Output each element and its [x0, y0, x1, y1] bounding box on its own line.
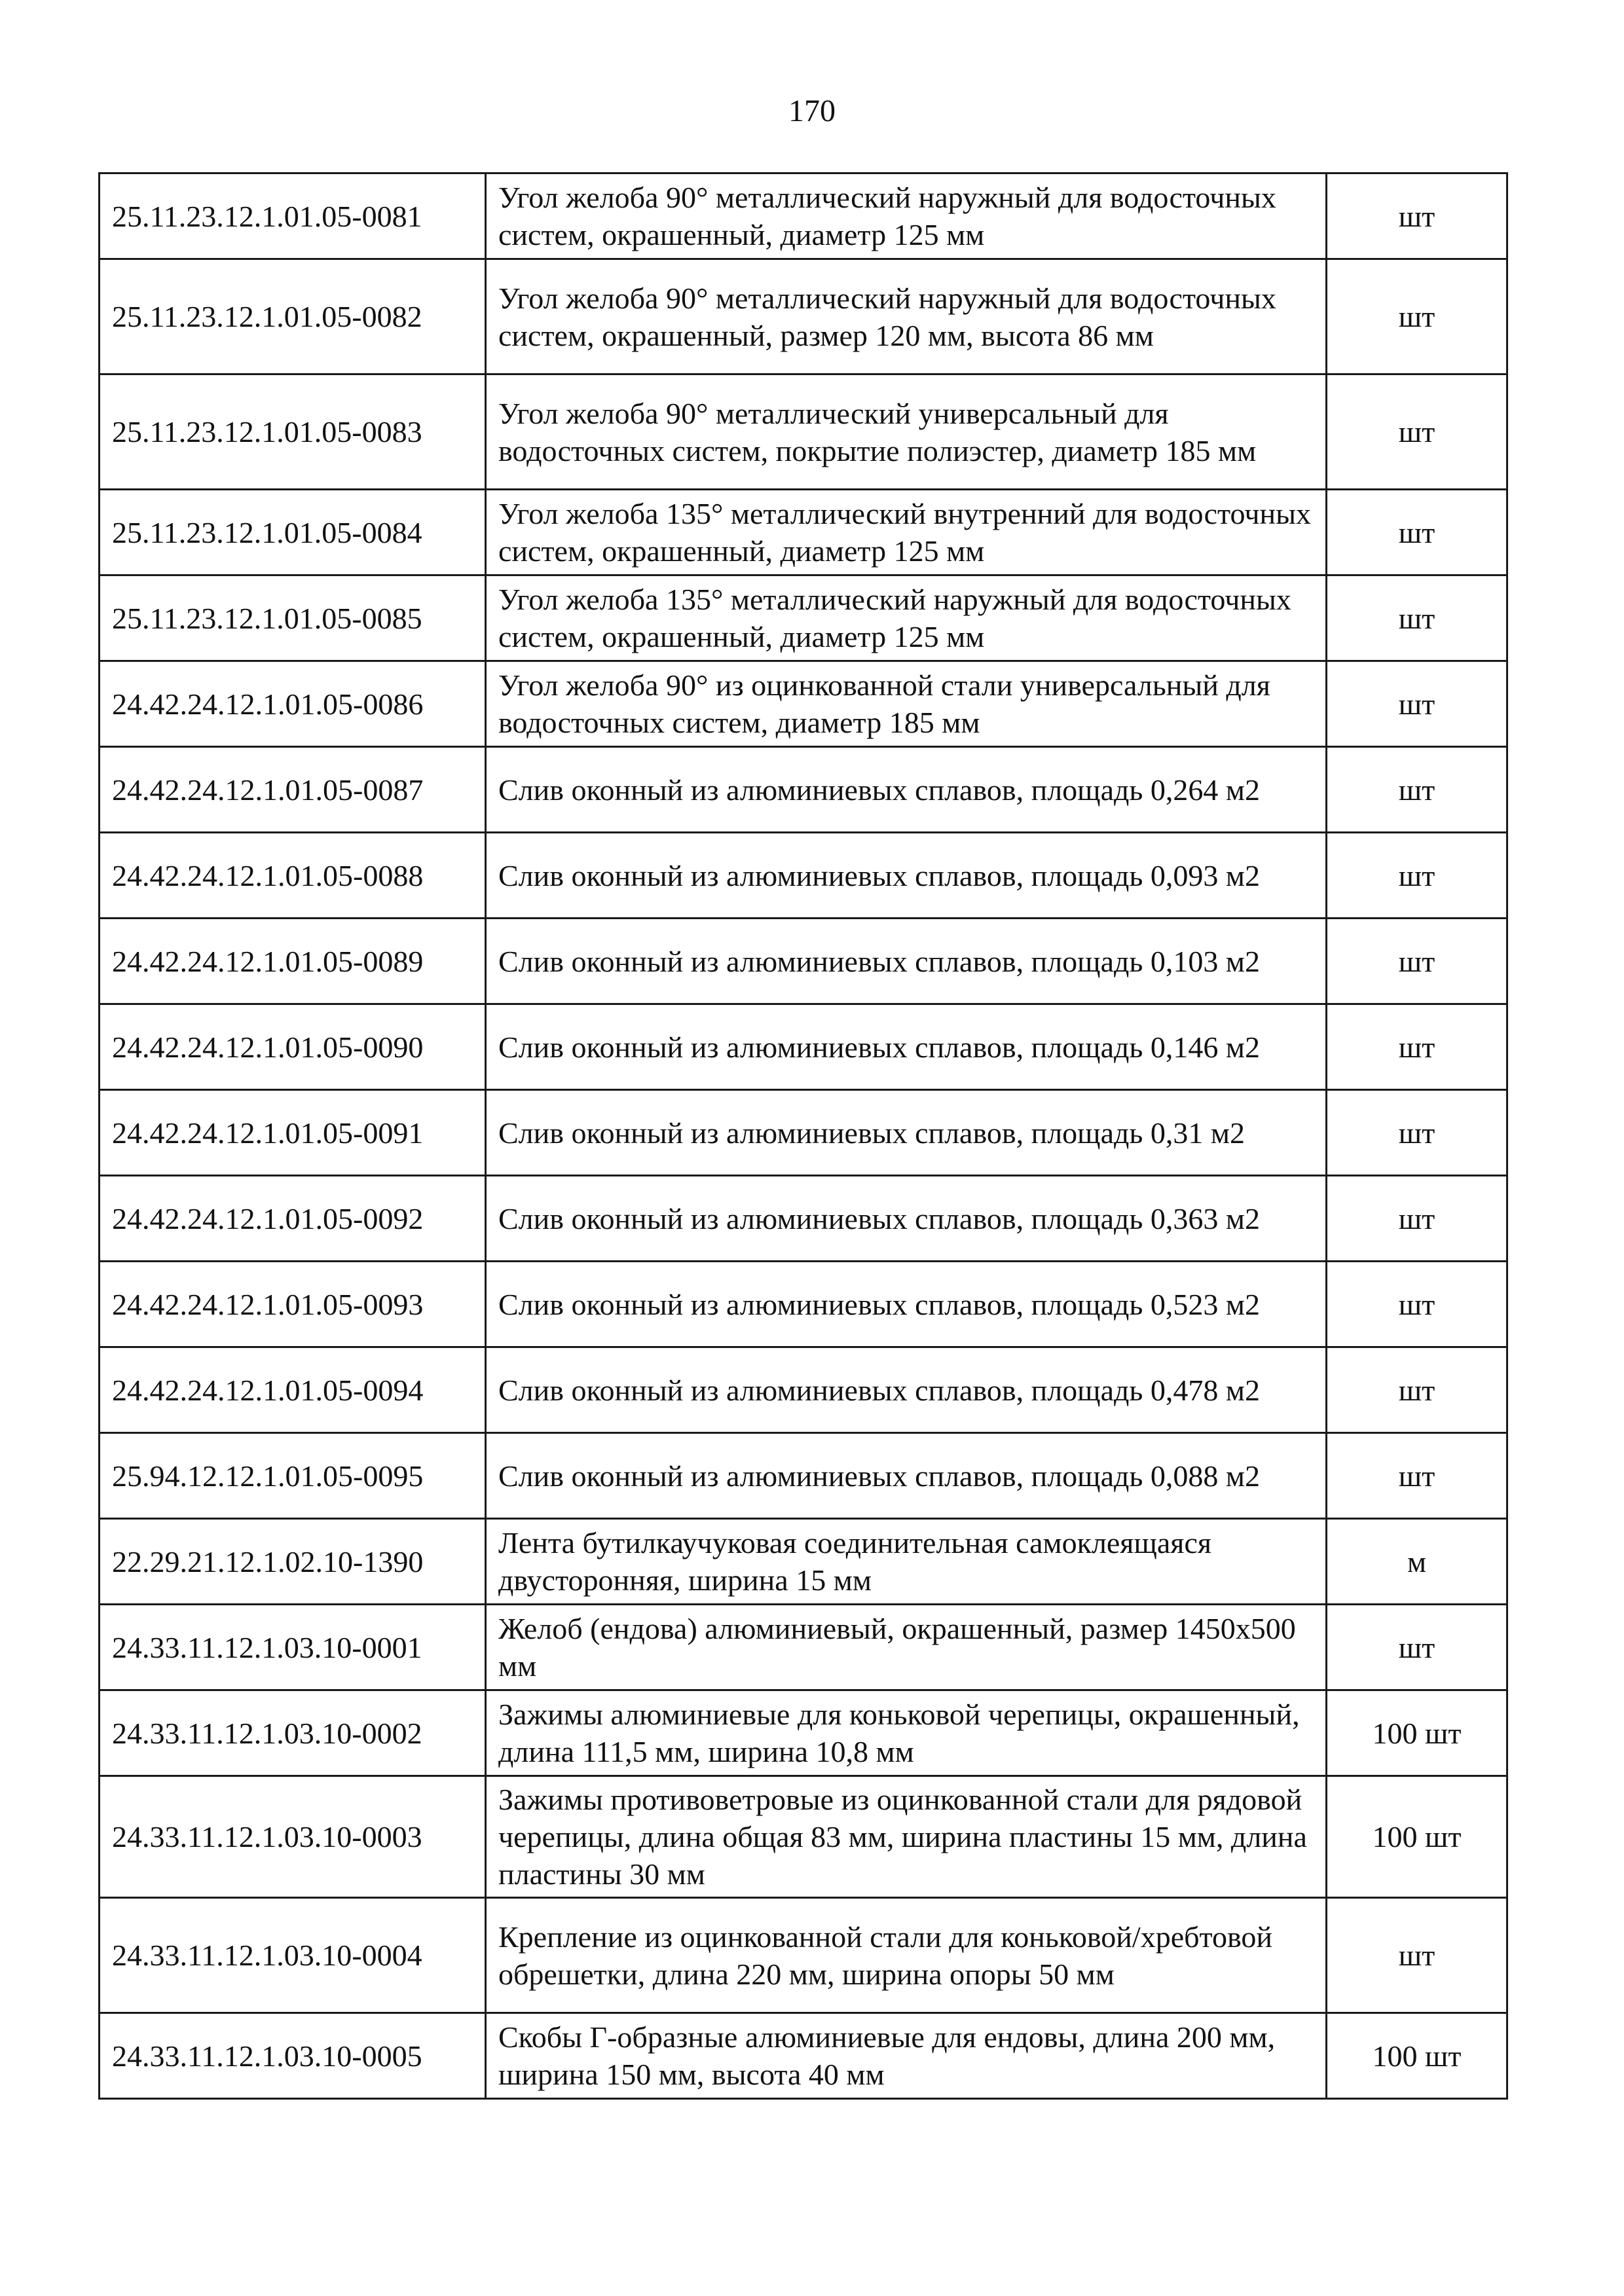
resource-code: 22.29.21.12.1.02.10-1390: [100, 1519, 486, 1605]
resource-name: Скобы Г-образные алюминиевые для ендовы, длина 200 мм, ширина 150 мм, высота 40 мм: [486, 2013, 1327, 2099]
table-row: [100, 1176, 1507, 1262]
resource-name: Слив оконный из алюминиевых сплавов, площадь 0,103 м2: [486, 919, 1327, 1004]
resource-code: 25.94.12.12.1.01.05-0095: [100, 1433, 486, 1519]
table-row: [100, 2013, 1507, 2099]
resource-name: Угол желоба 90° металлический наружный для водосточных систем, окрашенный, размер 120 мм, высота 86 мм: [486, 259, 1327, 374]
unit-of-measure: шт: [1327, 1090, 1507, 1176]
resource-name: Слив оконный из алюминиевых сплавов, площадь 0,088 м2: [486, 1433, 1327, 1519]
unit-of-measure: шт: [1327, 1176, 1507, 1262]
resource-name: Крепление из оцинкованной стали для коньковой/хребтовой обрешетки, длина 220 мм, ширина опоры 50 мм: [486, 1898, 1327, 2013]
table-row: [100, 575, 1507, 661]
table-row: [100, 1433, 1507, 1519]
resource-name: Угол желоба 135° металлический наружный для водосточных систем, окрашенный, диаметр 125 мм: [486, 575, 1327, 661]
materials-table: [98, 172, 1508, 2100]
resource-code: 25.11.23.12.1.01.05-0082: [100, 259, 486, 374]
table-row: [100, 661, 1507, 747]
unit-of-measure: шт: [1327, 1605, 1507, 1690]
resource-code: 24.33.11.12.1.03.10-0001: [100, 1605, 486, 1690]
resource-code: 25.11.23.12.1.01.05-0083: [100, 374, 486, 490]
resource-code: 24.42.24.12.1.01.05-0089: [100, 919, 486, 1004]
unit-of-measure: шт: [1327, 374, 1507, 490]
resource-name: Зажимы противоветровые из оцинкованной стали для рядовой черепицы, длина общая 83 мм, ширина пластины 15 мм, длина пластины 30 мм: [486, 1776, 1327, 1898]
resource-code: 24.33.11.12.1.03.10-0004: [100, 1898, 486, 2013]
resource-code: 24.42.24.12.1.01.05-0092: [100, 1176, 486, 1262]
unit-of-measure: шт: [1327, 661, 1507, 747]
resource-code: 24.42.24.12.1.01.05-0093: [100, 1262, 486, 1347]
resource-name: Зажимы алюминиевые для коньковой черепицы, окрашенный, длина 111,5 мм, ширина 10,8 мм: [486, 1690, 1327, 1776]
resource-name: Угол желоба 90° металлический универсальный для водосточных систем, покрытие полиэстер, диаметр 185 мм: [486, 374, 1327, 490]
unit-of-measure: шт: [1327, 1898, 1507, 2013]
resource-code: 24.33.11.12.1.03.10-0003: [100, 1776, 486, 1898]
page-number: 170: [788, 94, 836, 128]
table-row: [100, 833, 1507, 919]
resource-name: Угол желоба 90° металлический наружный для водосточных систем, окрашенный, диаметр 125 мм: [486, 173, 1327, 259]
unit-of-measure: шт: [1327, 173, 1507, 259]
resource-code: 24.33.11.12.1.03.10-0002: [100, 1690, 486, 1776]
resource-name: Слив оконный из алюминиевых сплавов, площадь 0,31 м2: [486, 1090, 1327, 1176]
resource-code: 24.42.24.12.1.01.05-0086: [100, 661, 486, 747]
resource-name: Угол желоба 90° из оцинкованной стали универсальный для водосточных систем, диаметр 185 мм: [486, 661, 1327, 747]
table-row: [100, 1519, 1507, 1605]
resource-name: Лента бутилкаучуковая соединительная самоклеящаяся двусторонняя, ширина 15 мм: [486, 1519, 1327, 1605]
unit-of-measure: шт: [1327, 747, 1507, 833]
table-row: [100, 173, 1507, 259]
table-row: [100, 1262, 1507, 1347]
table-row: [100, 1605, 1507, 1690]
resource-code: 24.42.24.12.1.01.05-0090: [100, 1004, 486, 1090]
table-row: [100, 374, 1507, 490]
unit-of-measure: шт: [1327, 1347, 1507, 1433]
table-row: [100, 490, 1507, 575]
resource-code: 24.42.24.12.1.01.05-0091: [100, 1090, 486, 1176]
unit-of-measure: 100 шт: [1327, 1776, 1507, 1898]
resource-name: Слив оконный из алюминиевых сплавов, площадь 0,478 м2: [486, 1347, 1327, 1433]
unit-of-measure: шт: [1327, 575, 1507, 661]
table-row: [100, 747, 1507, 833]
resource-name: Слив оконный из алюминиевых сплавов, площадь 0,146 м2: [486, 1004, 1327, 1090]
unit-of-measure: шт: [1327, 1262, 1507, 1347]
unit-of-measure: шт: [1327, 919, 1507, 1004]
resource-code: 24.42.24.12.1.01.05-0087: [100, 747, 486, 833]
table-row: [100, 259, 1507, 374]
resource-code: 24.42.24.12.1.01.05-0088: [100, 833, 486, 919]
unit-of-measure: шт: [1327, 259, 1507, 374]
resource-code: 24.42.24.12.1.01.05-0094: [100, 1347, 486, 1433]
unit-of-measure: шт: [1327, 1433, 1507, 1519]
unit-of-measure: шт: [1327, 490, 1507, 575]
table-row: [100, 1004, 1507, 1090]
resource-code: 25.11.23.12.1.01.05-0084: [100, 490, 486, 575]
resource-code: 24.33.11.12.1.03.10-0005: [100, 2013, 486, 2099]
resource-code: 25.11.23.12.1.01.05-0081: [100, 173, 486, 259]
unit-of-measure: шт: [1327, 833, 1507, 919]
unit-of-measure: шт: [1327, 1004, 1507, 1090]
unit-of-measure: 100 шт: [1327, 1690, 1507, 1776]
resource-name: Слив оконный из алюминиевых сплавов, площадь 0,523 м2: [486, 1262, 1327, 1347]
table-row: [100, 1090, 1507, 1176]
resource-name: Желоб (ендова) алюминиевый, окрашенный, размер 1450x500 мм: [486, 1605, 1327, 1690]
unit-of-measure: м: [1327, 1519, 1507, 1605]
resource-code: 25.11.23.12.1.01.05-0085: [100, 575, 486, 661]
resource-name: Угол желоба 135° металлический внутренний для водосточных систем, окрашенный, диаметр 125 мм: [486, 490, 1327, 575]
unit-of-measure: 100 шт: [1327, 2013, 1507, 2099]
resource-name: Слив оконный из алюминиевых сплавов, площадь 0,093 м2: [486, 833, 1327, 919]
table-row: [100, 919, 1507, 1004]
table-row: [100, 1347, 1507, 1433]
table-row: [100, 1776, 1507, 1898]
resource-name: Слив оконный из алюминиевых сплавов, площадь 0,363 м2: [486, 1176, 1327, 1262]
table-row: [100, 1690, 1507, 1776]
resource-name: Слив оконный из алюминиевых сплавов, площадь 0,264 м2: [486, 747, 1327, 833]
table-row: [100, 1898, 1507, 2013]
